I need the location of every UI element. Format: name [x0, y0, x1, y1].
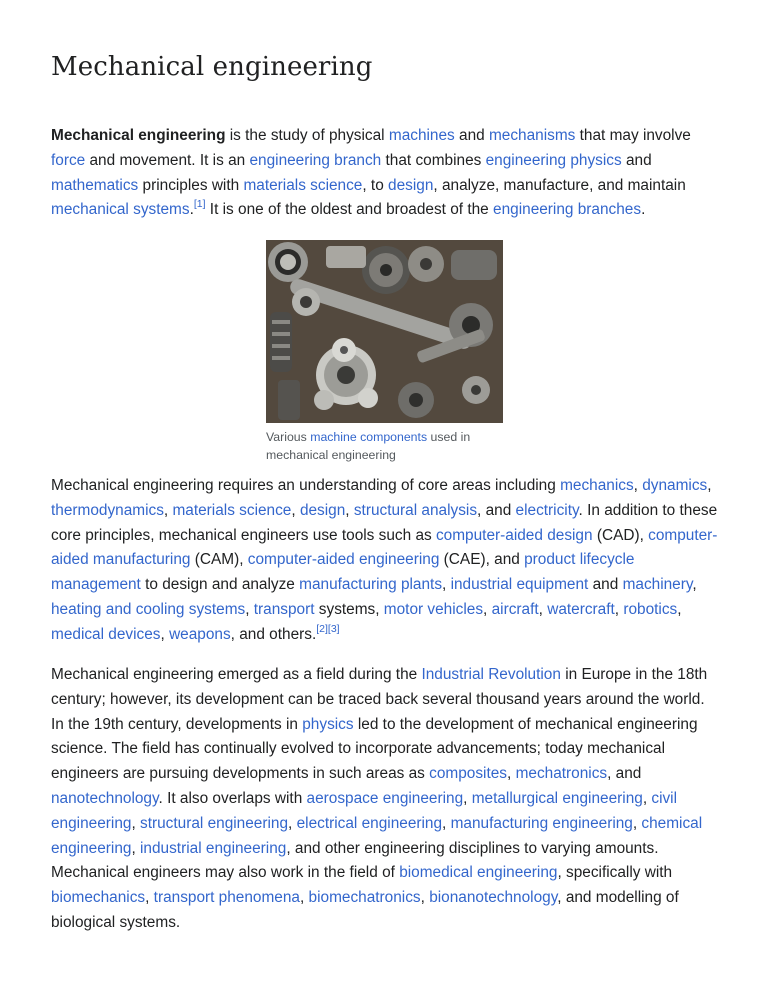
link-structural-analysis[interactable]: structural analysis [353, 501, 478, 519]
link-mechanisms[interactable]: mechanisms [488, 127, 576, 144]
text: , [483, 600, 492, 618]
text: that may involve [575, 127, 691, 144]
text: , [245, 600, 254, 618]
text: that combines [381, 151, 486, 169]
text: , and [477, 501, 516, 519]
reference-2[interactable]: [2] [316, 622, 328, 635]
text: . [189, 201, 194, 219]
link-force[interactable]: force [51, 151, 86, 169]
text: , specifically with [557, 864, 673, 882]
link-industrial-revolution[interactable]: Industrial Revolution [421, 666, 561, 683]
text: , [633, 477, 643, 494]
text: , [632, 814, 642, 832]
link-design[interactable]: design [388, 176, 434, 194]
link-materials-science[interactable]: materials science [172, 501, 292, 519]
link-engineering-physics[interactable]: engineering physics [485, 151, 622, 169]
text: It is one of the oldest and broadest of the [205, 201, 494, 219]
text: , [160, 625, 170, 643]
text: , and modelling of biological systems. [51, 889, 679, 931]
link-composites[interactable]: composites [429, 765, 507, 783]
link-engineering-branch[interactable]: engineering branch [249, 151, 382, 169]
text: in Europe in the 18th century; however, its development can be traced back several thousand years around the world. In the 19th century, developments in [51, 666, 708, 733]
text: , and [607, 765, 642, 783]
text: , [463, 789, 472, 807]
text: , [507, 765, 516, 783]
bold-term: Mechanical engineering [51, 127, 226, 144]
link-electricity[interactable]: electricity [515, 501, 579, 519]
link-materials-science[interactable]: materials science [243, 176, 363, 194]
link-medical-devices[interactable]: medical devices [51, 625, 161, 643]
link-machines[interactable]: machines [388, 127, 455, 144]
text: , [131, 839, 141, 857]
link-aerospace-engineering[interactable]: aerospace engineering [306, 789, 464, 807]
text: , [420, 889, 430, 907]
text: principles with [138, 176, 244, 194]
page-title: Mechanical engineering [51, 52, 373, 82]
link-computer-aided-design[interactable]: computer-aided design [435, 526, 593, 544]
link-structural-engineering[interactable]: structural engineering [140, 814, 289, 832]
link-mechanical-systems[interactable]: mechanical systems [51, 201, 190, 219]
text: , [163, 501, 173, 519]
text: , and others. [230, 625, 317, 643]
text: Mechanical engineering requires an understanding of core areas including [51, 477, 561, 494]
link-thermodynamics[interactable]: thermodynamics [51, 501, 164, 519]
link-chemical-engineering[interactable]: chemical engineering [51, 814, 703, 857]
text: (CAE), and [439, 551, 525, 569]
text: , [131, 814, 141, 832]
link-weapons[interactable]: weapons [169, 625, 231, 643]
link-dynamics[interactable]: dynamics [642, 477, 708, 494]
link-mechanics[interactable]: mechanics [560, 477, 634, 494]
link-machinery[interactable]: machinery [622, 576, 693, 594]
paragraph-intro [51, 124, 719, 223]
link-manufacturing-engineering[interactable]: manufacturing engineering [450, 814, 633, 832]
figure-machine-components [266, 240, 503, 464]
text: and movement. It is an [85, 151, 250, 169]
text: and [588, 576, 623, 594]
text: , [288, 814, 297, 832]
text: , [642, 789, 652, 807]
text: , [692, 576, 697, 594]
reference-1[interactable]: [1] [193, 198, 206, 211]
link-motor-vehicles[interactable]: motor vehicles [383, 600, 484, 618]
paragraph-history [51, 663, 719, 936]
link-biomechanics[interactable]: biomechanics [51, 889, 146, 907]
text: , to [362, 176, 389, 194]
text: , [442, 814, 451, 832]
text: . In addition to these core principles, mechanical engineers use tools such as [51, 501, 718, 544]
link-physics[interactable]: physics [302, 715, 354, 733]
link-engineering-branches[interactable]: engineering branches [493, 201, 642, 219]
text: (CAD), [592, 526, 649, 544]
link-machine-components[interactable]: machine components [310, 430, 428, 444]
link-transport-phenomena[interactable]: transport phenomena [153, 889, 300, 907]
text: , analyze, manufacture, and maintain [433, 176, 686, 194]
text: is the study of physical [225, 127, 389, 144]
text: , [707, 477, 712, 494]
link-civil-engineering[interactable]: civil engineering [51, 789, 678, 832]
paragraph-core-areas [51, 474, 719, 648]
text: , [442, 576, 451, 594]
text: , [538, 600, 548, 618]
text: , [145, 889, 154, 907]
link-robotics[interactable]: robotics [623, 600, 678, 618]
link-industrial-engineering[interactable]: industrial engineering [140, 839, 287, 857]
link-design[interactable]: design [299, 501, 346, 519]
reference-3[interactable]: [3] [327, 622, 340, 635]
text: (CAM), [190, 551, 248, 569]
text: , [677, 600, 682, 618]
link-heating-and-cooling-systems[interactable]: heating and cooling systems [51, 600, 246, 618]
link-manufacturing-plants[interactable]: manufacturing plants [299, 576, 443, 594]
link-mathematics[interactable]: mathematics [51, 176, 139, 194]
text: , [291, 501, 300, 519]
link-computer-aided-engineering[interactable]: computer-aided engineering [247, 551, 440, 569]
text: to design and analyze [140, 576, 300, 594]
link-metallurgical-engineering[interactable]: metallurgical engineering [471, 789, 643, 807]
link-electrical-engineering[interactable]: electrical engineering [296, 814, 443, 832]
link-aircraft[interactable]: aircraft [491, 600, 539, 618]
machine-components-image[interactable] [266, 240, 503, 423]
text: systems, [314, 600, 384, 618]
text: and [621, 151, 652, 169]
link-nanotechnology[interactable]: nanotechnology [51, 789, 159, 807]
text: , [614, 600, 624, 618]
link-product-lifecycle-management[interactable]: product lifecycle management [51, 551, 635, 594]
text: . [641, 201, 646, 219]
figure-caption [266, 428, 486, 464]
link-industrial-equipment[interactable]: industrial equipment [450, 576, 589, 594]
text: , [345, 501, 354, 519]
link-transport[interactable]: transport [253, 600, 315, 618]
link-watercraft[interactable]: watercraft [547, 600, 615, 618]
text: , and other engineering disciplines to varying amounts. Mechanical engineers may also work in the field of [51, 839, 659, 882]
link-bionanotechnology[interactable]: bionanotechnology [429, 889, 558, 907]
link-biomechatronics[interactable]: biomechatronics [308, 889, 421, 907]
text: and [454, 127, 489, 144]
link-mechatronics[interactable]: mechatronics [515, 765, 608, 783]
link-computer-aided-manufacturing[interactable]: computer-aided manufacturing [51, 526, 718, 569]
text: Mechanical engineering emerged as a field during the [51, 666, 422, 683]
text: . It also overlaps with [158, 789, 307, 807]
text: , [299, 889, 309, 907]
text: led to the development of mechanical engineering science. The field has continually evolved to incorporate advancements; today mechanical engineers are pursuing developments in such areas as [51, 715, 698, 783]
link-biomedical-engineering[interactable]: biomedical engineering [399, 864, 558, 882]
text: used in mechanical engineering [266, 430, 471, 462]
text: Various [266, 430, 311, 444]
